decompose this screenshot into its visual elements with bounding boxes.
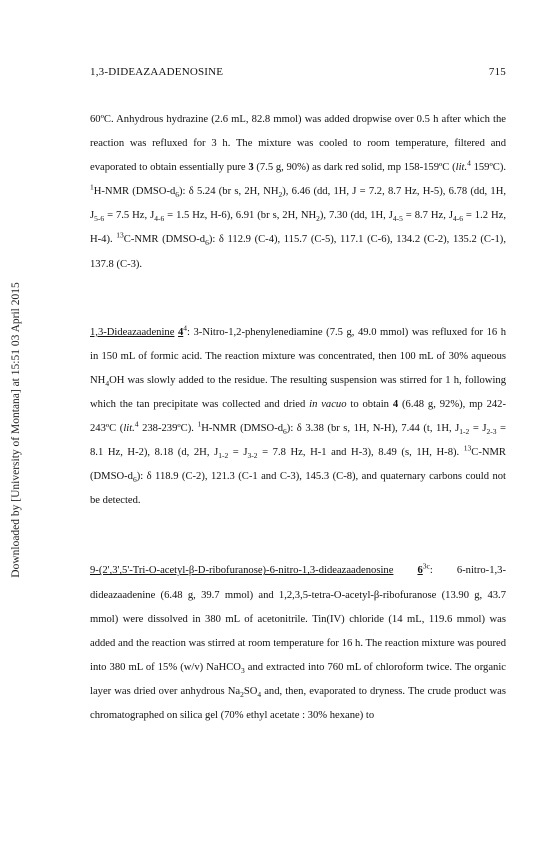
isotope-sup: 1 — [197, 419, 202, 429]
subscript: 1-2 — [459, 427, 470, 437]
text: 238-239ºC). — [138, 423, 198, 435]
subscript: 2 — [240, 689, 244, 699]
reference-sup: 3c — [422, 561, 430, 571]
text: = 8.7 Hz, J — [402, 210, 453, 222]
text: C-NMR (DMSO-d — [123, 234, 206, 246]
reference-sup: 4 — [134, 419, 139, 429]
text: = 8.1 Hz, H-2), 8.18 (d, 2H, J — [90, 423, 506, 459]
paragraph-compound-4 — [90, 321, 506, 514]
text: : 6-nitro-1,3-dideazaadenine (6.48 g, 39.7 mmol) and 1,2,3,5-tetra-O-acetyl-β-ribofuranose (13.90 g, 43.7 mmol) were dissolved in 380 mL of acetonitrile. Tin(IV) chloride (14 mL, 119.6 mmol) was added and the reaction was stirred at room temperature for 16 h. The reaction mixture was poured into 380 mL of 15% (w/v) NaHCO — [90, 565, 506, 673]
article-body — [90, 108, 506, 728]
text: ), 6.46 (dd, 1H, J = 7.2, 8.7 Hz, H-5), 6.78 (dd, 1H, J — [90, 186, 506, 222]
text: and extracted into 760 mL of chloroform twice. The organic layer was dried over anhydrous Na — [90, 661, 506, 697]
text: H-NMR (DMSO-d — [201, 423, 284, 435]
text: OH was slowly added to the residue. The resulting suspension was stirred for 1 h, following which the tan precipitate was collected and dried — [90, 374, 506, 410]
isotope-sup: 1 — [90, 182, 94, 192]
download-watermark — [6, 200, 26, 660]
text: ): δ 118.9 (C-2), 121.3 (C-1 and C-3), 145.3 (C-8), and quaternary carbons could not be detected. — [90, 471, 506, 507]
text: ): δ 5.24 (br s, 2H, NH — [179, 186, 279, 198]
subscript: 3-2 — [247, 451, 258, 461]
subscript: 6 — [205, 238, 209, 248]
text: and, then, evaporated to dryness. The crude product was chromatographed on silica gel (70% ethyl acetate : 30% hexane) to — [90, 685, 506, 721]
text: 159ºC). — [470, 162, 506, 174]
text: (6.48 g, 92%), mp 242-243ºC ( — [90, 398, 507, 435]
text: = J — [469, 423, 487, 435]
compound-number: 4 — [177, 326, 184, 338]
subscript: 2 — [316, 214, 320, 224]
text: ): δ 112.9 (C-4), 115.7 (C-5), 117.1 (C-6), 134.2 (C-2), 135.2 (C-1), 137.8 (C-3). — [90, 234, 506, 270]
compound-number: 6 — [417, 565, 423, 577]
page-number: 715 — [488, 66, 506, 78]
text: C-NMR (DMSO-d — [90, 447, 506, 483]
subscript: 6 — [283, 427, 287, 437]
italic-phrase: in vacuo — [309, 398, 347, 410]
subscript: 4-6 — [452, 214, 463, 224]
subscript: 1-2 — [218, 451, 229, 461]
subscript: 3 — [240, 665, 245, 675]
section-heading: 9-(2',3',5'-Tri-O-acetyl-β-D-ribofuranose)-6-nitro-1,3-dideazaadenosine — [90, 565, 394, 577]
text: 60ºC. Anhydrous hydrazine (2.6 mL, 82.8 mmol) was added dropwise over 0.5 h after which the reaction was refluxed for 3 h. The mixture was cooled to room temperature, filtered and evaporated to obtain essentially pure — [90, 114, 506, 174]
text: = 1.2 Hz, H-4). — [90, 210, 506, 246]
text: = 7.5 Hz, J — [104, 210, 155, 222]
text: ), 7.30 (dd, 1H, J — [319, 210, 393, 222]
subscript: 4 — [257, 689, 262, 699]
subscript: 2 — [278, 190, 283, 200]
text: = 7.8 Hz, H-1 and H-3), 8.49 (s, 1H, H-8). — [257, 447, 464, 459]
paragraph-compound-6 — [90, 559, 506, 728]
text: = J — [228, 447, 248, 459]
subscript: 2-3 — [486, 427, 497, 437]
compound-number: 3 — [248, 162, 254, 174]
subscript: 4-6 — [154, 214, 165, 224]
text: to obtain — [346, 398, 393, 410]
subscript: 6 — [132, 475, 137, 485]
subscript: 4 — [105, 378, 110, 388]
reference-sup: 4 — [183, 323, 188, 333]
text: SO — [243, 685, 258, 697]
lit-abbrev: lit. — [123, 423, 135, 435]
text: = 1.5 Hz, H-6), 6.91 (br s, 2H, NH — [164, 210, 317, 222]
text: H-NMR (DMSO-d — [93, 186, 176, 198]
subscript: 6 — [175, 190, 180, 200]
section-heading: 1,3-Dideazaadenine — [90, 326, 175, 338]
text: ): δ 3.38 (br s, 1H, N-H), 7.44 (t, 1H, J — [286, 423, 460, 435]
lit-abbrev: lit. — [455, 162, 468, 174]
running-title: 1,3-DIDEAZAADENOSINE — [90, 66, 224, 78]
isotope-sup: 13 — [463, 443, 472, 453]
download-watermark-text: Downloaded by [University of Montana] at 15:51 03 April 2015 — [10, 282, 22, 578]
compound-number: 4 — [392, 398, 399, 410]
reference-sup: 4 — [467, 158, 471, 168]
isotope-sup: 13 — [116, 230, 124, 240]
paragraph-compound-3 — [90, 108, 506, 277]
subscript: 4-5 — [392, 214, 403, 224]
text: : 3-Nitro-1,2-phenylenediamine (7.5 g, 49.0 mmol) was refluxed for 16 h in 150 mL of formic acid. The reaction mixture was concentrated, then 100 mL of 30% aqueous NH — [90, 326, 506, 386]
text: (7.5 g, 90%) as dark red solid, mp 158-159ºC ( — [253, 162, 456, 174]
subscript: 5-6 — [94, 214, 105, 224]
